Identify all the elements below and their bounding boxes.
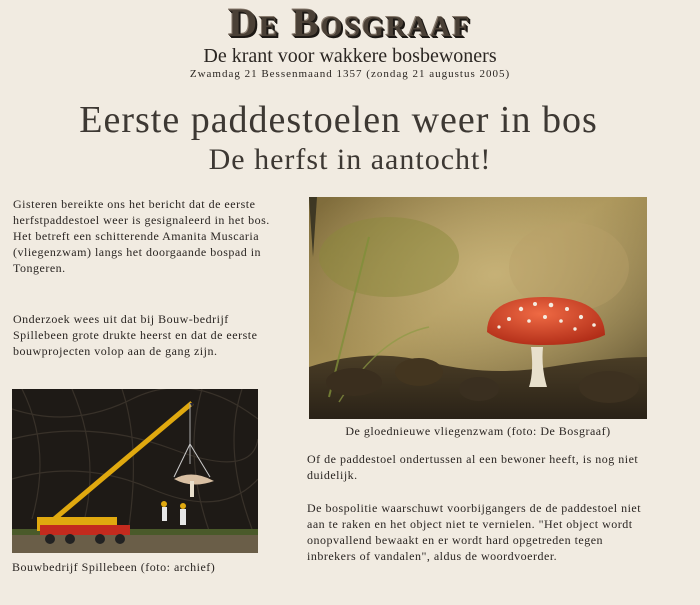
article-paragraph-4: De bospolitie waarschuwt voorbijgangers de de paddestoel niet aan te raken en het object niet te vernielen. "Het object wordt onopvallend bewaakt en er wordt hard opgetreden tegen inbrekers of vandalen", aldus de woordvoerder. [307,501,642,563]
newspaper-title: De Bosgraaf [228,0,472,45]
issue-date: Zwamdag 21 Bessenmaand 1357 (zondag 21 augustus 2005) [189,68,511,80]
article-paragraph-2: Onderzoek wees uit dat bij Bouw-bedrijf Spillebeen grote drukte heerst en dat de eerste bouwprojecten volop aan de gang zijn. [13,312,258,358]
article-headline: Eerste paddestoelen weer in bos [79,99,598,141]
article-paragraph-3: Of de paddestoel ondertussen al een bewoner heeft, is nog niet duidelijk. [307,452,639,482]
newspaper-tagline: De krant voor wakkere bosbewoners [203,45,497,67]
article-paragraph-1: Gisteren bereikte ons het bericht dat de eerste herfstpaddestoel weer is gesignaleerd in het bos. Het betreft een schitterende Amanita Muscaria (vliegenzwam) langs het doorgaande bospad in Tongeren. [13,197,270,275]
crane-photo-caption: Bouwbedrijf Spillebeen (foto: archief) [12,560,216,574]
article-subheadline: De herfst in aantocht! [208,143,492,176]
mushroom-photo [309,197,647,419]
fly-agaric-image [309,197,647,419]
mushroom-photo-caption: De gloednieuwe vliegenzwam (foto: De Bosgraaf) [345,424,611,438]
toy-crane-image [12,389,258,553]
crane-photo [12,389,258,553]
